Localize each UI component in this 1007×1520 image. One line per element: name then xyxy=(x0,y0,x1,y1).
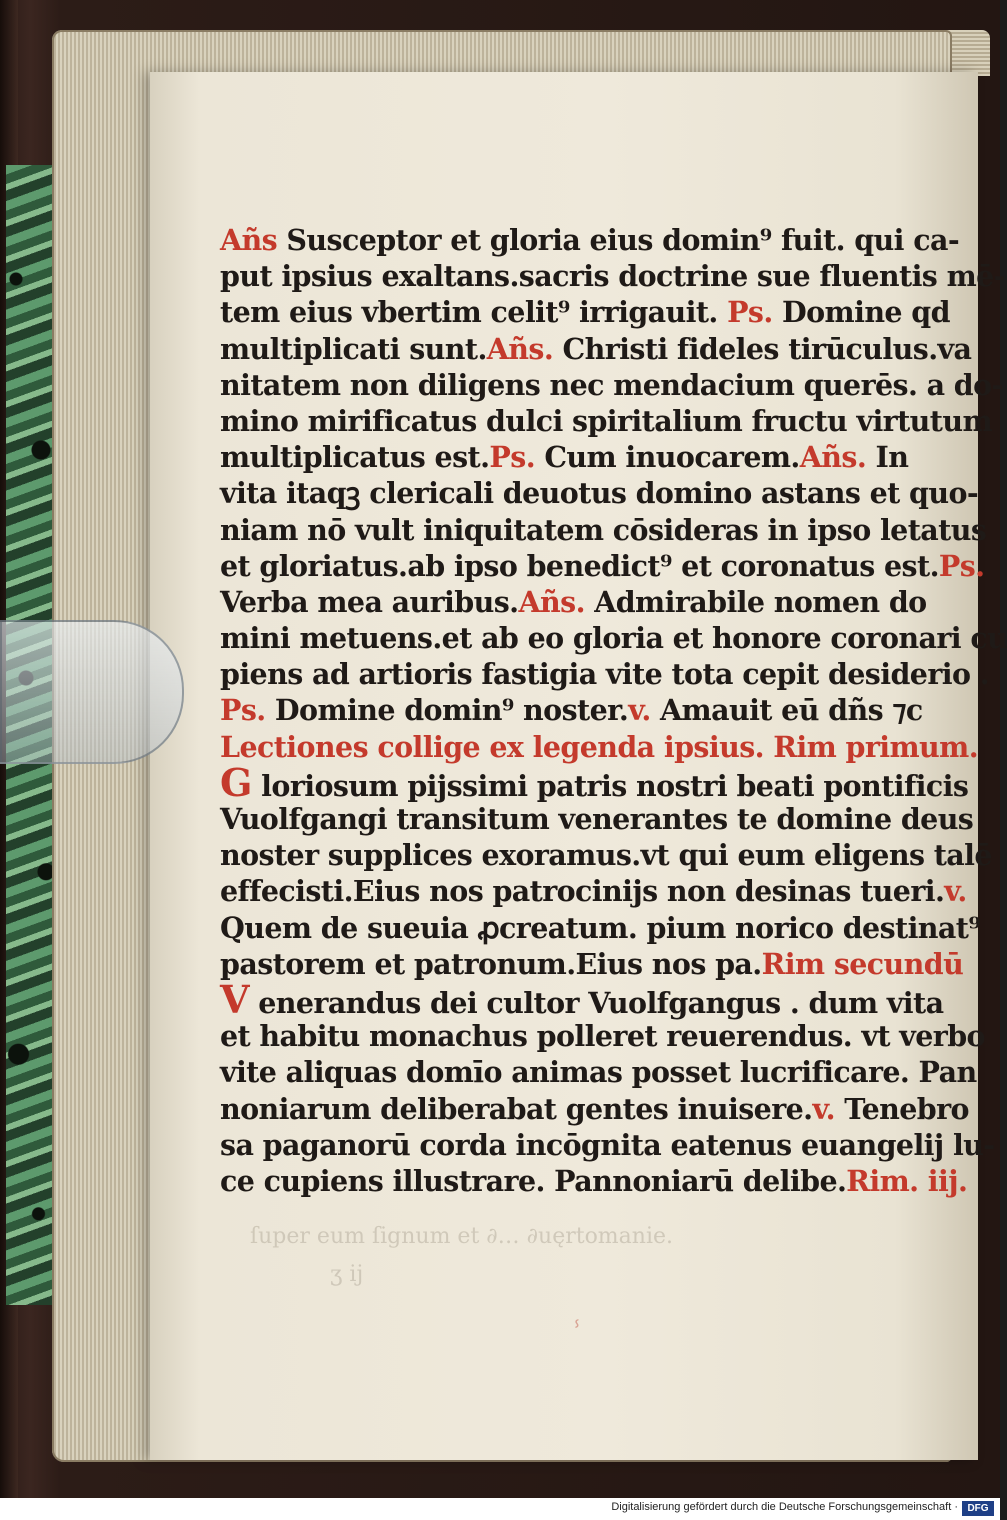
rubric: Rim secundū xyxy=(761,946,964,981)
rubric: Ps. xyxy=(938,548,985,583)
text-segment: multiplicati sunt. xyxy=(220,331,487,366)
text-line xyxy=(220,910,981,946)
text-line xyxy=(220,976,944,1022)
text-segment: Tenebro xyxy=(834,1091,969,1126)
text-line xyxy=(220,548,985,584)
text-line xyxy=(220,1054,977,1090)
text-block xyxy=(220,222,1007,1199)
text-line xyxy=(220,656,990,692)
text-segment: Admirabile nomen do xyxy=(584,584,927,619)
text-segment: Cum inuocarem. xyxy=(535,440,800,475)
text-line xyxy=(220,620,1007,656)
text-segment: Amauit eū dñs ⁊c xyxy=(650,693,923,728)
text-segment: vita itaqꝫ clericali deuotus domino astans et quo- xyxy=(220,476,979,511)
text-line xyxy=(220,873,967,909)
text-line xyxy=(220,584,927,620)
page-mark: ⸯ xyxy=(570,1321,584,1349)
text-segment: loriosum pijssimi patris nostri beati pontificis xyxy=(251,768,969,803)
text-line xyxy=(220,222,960,258)
rubric: Añs xyxy=(220,223,278,257)
text-line xyxy=(220,801,974,837)
text-line xyxy=(220,367,1003,403)
show-through-signature: ʒ ij xyxy=(330,1262,364,1287)
text-segment: piens ad artioris fastigia vite tota cepit desiderio . xyxy=(220,657,990,692)
text-segment: Quem de sueuia ꝓcreatum. pium norico destinat⁹ xyxy=(220,910,981,945)
text-line xyxy=(220,946,964,982)
rubric: v. xyxy=(812,1091,835,1126)
text-segment: et gloriatus.ab ipso benedict⁹ et coronatus est. xyxy=(220,548,939,583)
page-holder-clip xyxy=(0,620,184,764)
footer-bar xyxy=(0,1498,1000,1520)
rubric: Ps. xyxy=(489,440,536,475)
text-segment: mini metuens.et ab eo gloria et honore coronari cu xyxy=(220,621,1007,656)
text-line xyxy=(220,729,979,765)
rubric: Añs. xyxy=(518,584,585,619)
show-through-text: ſuper eum ſignum et ∂… ∂uęrtomanie. xyxy=(250,1224,674,1249)
initial-letter: V xyxy=(220,976,249,1022)
dfg-logo: DFG xyxy=(962,1501,994,1516)
text-line xyxy=(220,692,923,728)
text-line xyxy=(220,1163,968,1199)
text-segment: Christi fideles tirūculus.va xyxy=(553,331,972,366)
text-segment: effecisti.Eius nos patrocinijs non desinas tueri. xyxy=(220,874,945,909)
text-line xyxy=(220,759,969,805)
rubric: v. xyxy=(628,693,651,728)
funding-credit: Digitalisierung gefördert durch die Deutsche Forschungsgemeinschaft · xyxy=(611,1501,958,1513)
text-line xyxy=(220,1018,985,1054)
text-line xyxy=(220,294,950,330)
text-segment: Verba mea auribus. xyxy=(220,584,519,619)
text-segment: In xyxy=(866,440,909,475)
text-line xyxy=(220,512,987,548)
rubric: Ps. xyxy=(220,693,266,728)
text-segment: noniarum deliberabat gentes inuisere. xyxy=(220,1091,813,1126)
text-line xyxy=(220,1127,995,1163)
text-segment: tem eius vbertim celit⁹ irrigauit. xyxy=(220,295,728,330)
rubric: Rim. iij. xyxy=(846,1163,968,1198)
text-line xyxy=(220,258,1005,294)
text-segment: Domine qd xyxy=(772,295,950,330)
text-segment: noster supplices exoramus.vt qui eum eligens talē xyxy=(220,838,992,873)
text-segment: Domine domin⁹ noster. xyxy=(265,693,629,728)
text-line xyxy=(220,1091,969,1127)
rubric: Lectiones collige ex legenda ipsius. Rim primum. xyxy=(220,729,979,764)
text-line xyxy=(220,837,992,873)
rubric: v. xyxy=(944,874,967,909)
text-segment: nitatem non diligens nec mendacium querēs. a do- xyxy=(220,367,1003,402)
text-segment: Vuolfgangi transitum venerantes te domine deus xyxy=(220,802,974,836)
text-segment: enerandus dei cultor Vuolfgangus . dum vita xyxy=(248,985,944,1020)
text-line xyxy=(220,475,979,511)
text-segment: Susceptor et gloria eius domin⁹ fuit. qui ca- xyxy=(277,223,960,257)
text-line xyxy=(220,439,910,475)
text-segment: pastorem et patronum.Eius nos pa. xyxy=(220,946,762,981)
rubric: Añs. xyxy=(486,331,554,366)
text-segment: mino mirificatus dulci spiritalium fructu virtutum xyxy=(220,403,993,438)
initial-letter: G xyxy=(220,759,252,805)
text-segment: put ipsius exaltans.sacris doctrine sue fluentis mē- xyxy=(220,259,1005,294)
text-segment: et habitu monachus polleret reuerendus. vt verbo xyxy=(220,1019,985,1054)
rubric: Añs. xyxy=(799,440,867,475)
text-segment: sa paganorū corda incōgnita eatenus euangelij lu- xyxy=(220,1127,995,1162)
text-segment: vite aliquas domīo animas posset lucrificare. Pan xyxy=(220,1055,977,1090)
text-segment: niam nō vult iniquitatem cōsideras in ipso letatus xyxy=(220,512,987,547)
text-line xyxy=(220,331,972,367)
text-segment: multiplicatus est. xyxy=(220,440,490,475)
text-segment: ce cupiens illustrare. Pannoniarū delibe. xyxy=(220,1163,847,1198)
rubric: Ps. xyxy=(727,295,773,330)
text-line xyxy=(220,403,993,439)
